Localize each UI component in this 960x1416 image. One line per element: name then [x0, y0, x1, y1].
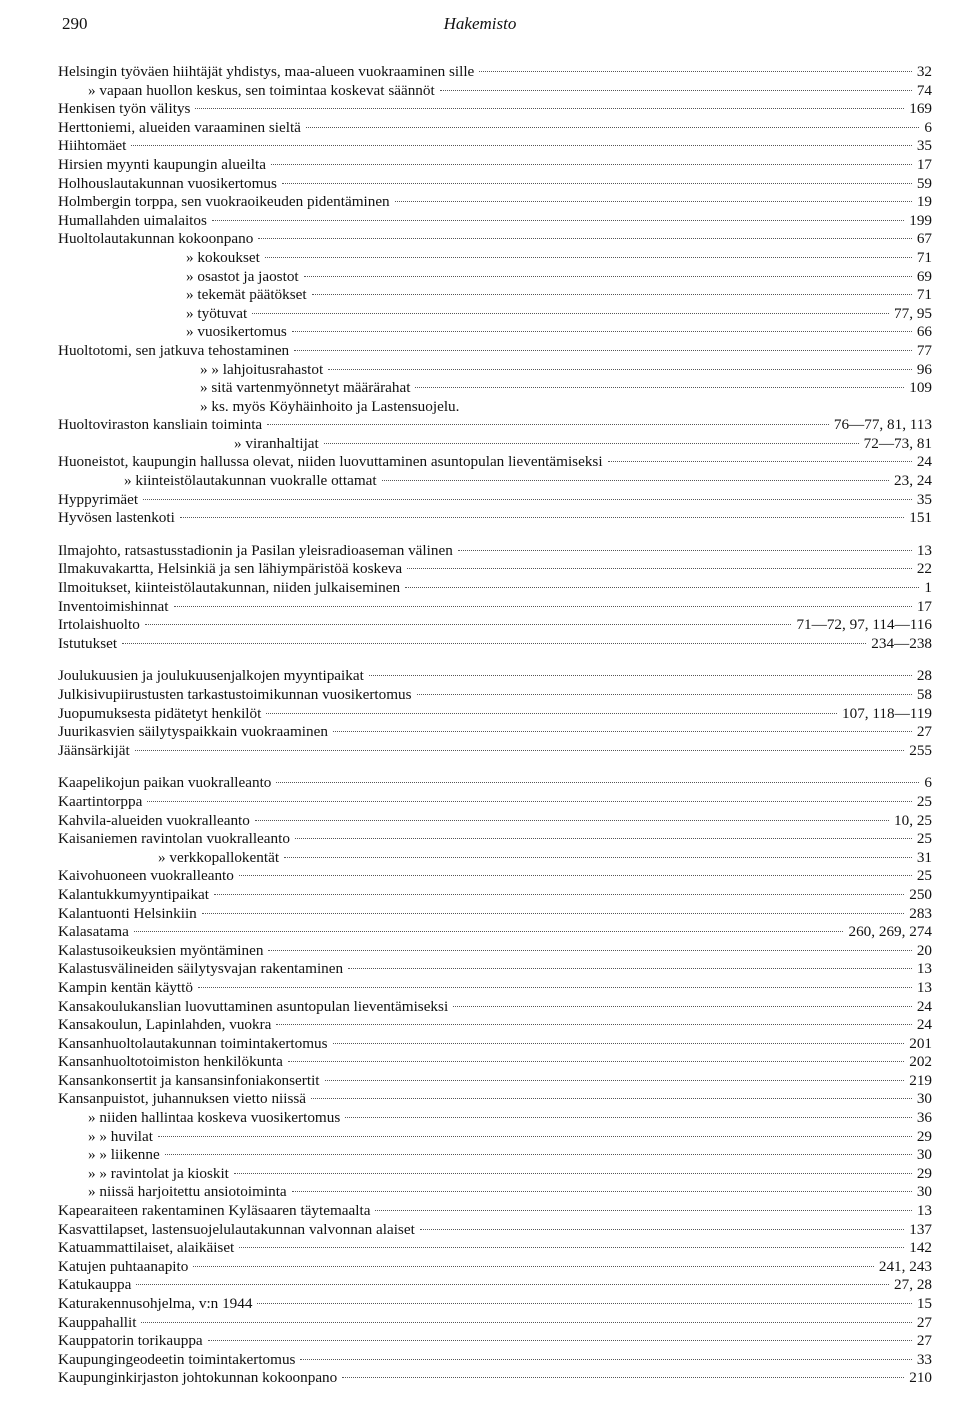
entry-pages: 10, 25: [894, 811, 932, 829]
entry-text: Holmbergin torppa, sen vuokraoikeuden pidentäminen: [58, 193, 390, 211]
dot-leader: [276, 1024, 911, 1025]
entry-pages: 24: [916, 1016, 932, 1034]
dot-leader: [239, 875, 912, 876]
index-entry: [58, 867, 932, 886]
index-entries: [58, 63, 932, 1388]
entry-pages: 13: [916, 960, 932, 978]
entry-pages: 22: [916, 560, 932, 578]
section-gap: [58, 528, 932, 542]
entry-pages: 59: [916, 174, 932, 192]
dot-leader: [276, 782, 919, 783]
entry-text: Huoltolautakunnan kokoonpano: [58, 230, 254, 248]
dot-leader: [147, 801, 911, 802]
index-entry: [58, 598, 932, 617]
entry-text: Huoltotomi, sen jatkuva tehostaminen: [58, 341, 290, 359]
index-entry: [58, 1295, 932, 1314]
page-title: Hakemisto: [443, 14, 517, 33]
entry-text: Irtolaishuolto: [58, 616, 140, 634]
entry-pages: 17: [916, 155, 932, 173]
index-entry: [58, 193, 932, 212]
entry-text: Huoltoviraston kansliain toiminta: [58, 416, 263, 434]
dot-leader: [198, 987, 912, 988]
index-entry: [58, 119, 932, 138]
entry-text: » niiden hallintaa koskeva vuosikertomus: [88, 1109, 341, 1127]
index-entry: [58, 830, 932, 849]
dot-leader: [415, 387, 904, 388]
entry-text: » » lahjoitusrahastot: [200, 360, 324, 378]
entry-text: Kalastusvälineiden säilytysvajan rakentaminen: [58, 960, 344, 978]
entry-text: Katukauppa: [58, 1276, 132, 1294]
entry-pages: 71: [916, 286, 932, 304]
entry-pages: 24: [916, 453, 932, 471]
entry-pages: 71—72, 97, 114—116: [796, 616, 932, 634]
entry-pages: 29: [916, 1127, 932, 1145]
index-entry: [58, 1016, 932, 1035]
index-entry: [58, 1202, 932, 1221]
index-entry: [58, 812, 932, 831]
index-entry: [58, 509, 932, 528]
index-entry: [58, 1128, 932, 1147]
index-entry: [58, 998, 932, 1017]
index-entry: [58, 960, 932, 979]
index-entry: [58, 175, 932, 194]
index-entry: [58, 453, 932, 472]
entry-text: » kiinteistölautakunnan vuokralle ottamat: [124, 472, 377, 490]
entry-pages: 23, 24: [894, 472, 932, 490]
index-entry: [58, 1239, 932, 1258]
entry-pages: 241, 243: [878, 1257, 932, 1275]
dot-leader: [257, 1303, 911, 1304]
entry-text: Kaapelikojun paikan vuokralleanto: [58, 774, 272, 792]
dot-leader: [252, 313, 889, 314]
dot-leader: [417, 694, 912, 695]
entry-text: Kansanpuistot, juhannuksen vietto niissä: [58, 1090, 307, 1108]
index-entry: [58, 305, 932, 324]
index-entry: [58, 686, 932, 705]
page-header: [62, 14, 898, 38]
index-entry: [58, 579, 932, 598]
dot-leader: [325, 1080, 905, 1081]
entry-pages: 1: [924, 579, 932, 597]
dot-leader: [271, 164, 912, 165]
dot-leader: [239, 1247, 904, 1248]
section-gap: [58, 760, 932, 774]
index-entry: [58, 905, 932, 924]
index-entry: [58, 635, 932, 654]
entry-text: Hirsien myynti kaupungin alueilta: [58, 155, 266, 173]
entry-pages: 33: [916, 1350, 932, 1368]
section-gap: [58, 653, 932, 667]
entry-pages: 107, 118—119: [842, 704, 932, 722]
page-number: 290: [62, 14, 88, 33]
entry-text: Katujen puhtaanapito: [58, 1257, 189, 1275]
entry-pages: 36: [916, 1109, 932, 1127]
index-entry: [58, 886, 932, 905]
index-entry: [58, 491, 932, 510]
entry-pages: 142: [909, 1239, 932, 1257]
dot-leader: [458, 550, 912, 551]
entry-text: » » liikenne: [88, 1146, 160, 1164]
dot-leader: [135, 750, 905, 751]
dot-leader: [295, 838, 912, 839]
entry-text: Kansankonsertit ja kansansinfoniakonsertit: [58, 1071, 320, 1089]
entry-pages: 27: [916, 723, 932, 741]
index-entry: [58, 230, 932, 249]
index-entry: [58, 923, 932, 942]
index-entry: [58, 268, 932, 287]
entry-text: Katuammattilaiset, alaikäiset: [58, 1239, 235, 1257]
index-entry: [58, 156, 932, 175]
dot-leader: [440, 90, 912, 91]
entry-text: Ilmakuvakartta, Helsinkiä ja sen lähiympäristöä koskeva: [58, 560, 403, 578]
entry-text: Inventoimishinnat: [58, 597, 169, 615]
dot-leader: [304, 276, 912, 277]
entry-pages: 58: [916, 686, 932, 703]
entry-pages: 35: [916, 137, 932, 155]
entry-text: Kasvattilapset, lastensuojelulautakunnan valvonnan alaiset: [58, 1220, 415, 1238]
entry-text: » ks. myös Köyhäinhoito ja Lastensuojelu.: [200, 397, 460, 415]
dot-leader: [405, 587, 919, 588]
index-entry: [58, 1183, 932, 1202]
entry-pages: 20: [916, 941, 932, 959]
entry-pages: 71: [916, 248, 932, 266]
entry-text: Hyvösen lastenkoti: [58, 509, 175, 527]
entry-text: Kaartintorppa: [58, 792, 143, 810]
entry-pages: 29: [916, 1164, 932, 1182]
entry-pages: 169: [909, 100, 932, 118]
entry-pages: 27, 28: [894, 1276, 932, 1294]
entry-text: Kalastusoikeuksien myöntäminen: [58, 941, 264, 959]
dot-leader: [165, 1154, 912, 1155]
entry-text: Juopumuksesta pidätetyt henkilöt: [58, 704, 262, 722]
entry-pages: 6: [924, 118, 932, 136]
entry-pages: 35: [916, 490, 932, 508]
dot-leader: [265, 257, 912, 258]
entry-text: Kalasatama: [58, 923, 129, 941]
entry-pages: 201: [909, 1034, 932, 1052]
index-entry: [58, 616, 932, 635]
dot-leader: [208, 1340, 912, 1341]
index-entry: [58, 286, 932, 305]
entry-pages: 202: [909, 1053, 932, 1071]
dot-leader: [193, 1266, 874, 1267]
entry-pages: 260, 269, 274: [848, 923, 932, 941]
dot-leader: [312, 294, 912, 295]
index-entry: [58, 1276, 932, 1295]
entry-pages: 74: [916, 81, 932, 99]
dot-leader: [136, 1284, 889, 1285]
index-entry: [58, 1221, 932, 1240]
entry-text: Juurikasvien säilytyspaikkain vuokraaminen: [58, 723, 328, 741]
index-entry: [58, 793, 932, 812]
entry-text: Jäänsärkijät: [58, 741, 130, 759]
dot-leader: [268, 950, 911, 951]
index-entry: [58, 361, 932, 380]
entry-text: Katurakennusohjelma, v:n 1944: [58, 1295, 253, 1312]
entry-text: Julkisivupiirustusten tarkastustoimikunnan vuosikertomus: [58, 686, 412, 703]
entry-pages: 28: [916, 667, 932, 685]
dot-leader: [311, 1098, 912, 1099]
entry-text: Istutukset: [58, 634, 118, 652]
dot-leader: [212, 220, 904, 221]
index-entry: [58, 472, 932, 491]
dot-leader: [234, 1173, 912, 1174]
entry-pages: 76—77, 81, 113: [833, 416, 932, 434]
entry-pages: 234—238: [871, 634, 932, 652]
index-entry: [58, 416, 932, 435]
entry-text: Kaisaniemen ravintolan vuokralleanto: [58, 830, 290, 848]
entry-text: Hyppyrimäet: [58, 490, 139, 508]
index-entry: [58, 1369, 932, 1388]
dot-leader: [306, 127, 920, 128]
entry-text: » tekemät päätökset: [186, 286, 307, 304]
dot-leader: [333, 1043, 905, 1044]
entry-pages: 109: [909, 379, 932, 397]
index-entry: [58, 82, 932, 101]
entry-text: Kalantukkumyyntipaikat: [58, 885, 209, 903]
dot-leader: [345, 1117, 912, 1118]
entry-text: Kansanhuoltotoimiston henkilökunta: [58, 1053, 283, 1071]
entry-pages: 25: [916, 792, 932, 810]
entry-text: » vuosikertomus: [186, 323, 287, 341]
index-entry: [58, 542, 932, 561]
index-entry: [58, 63, 932, 82]
entry-text: » osastot ja jaostot: [186, 267, 299, 285]
dot-leader: [348, 968, 912, 969]
index-entry: [58, 849, 932, 868]
entry-text: Kaupungingeodeetin toimintakertomus: [58, 1350, 296, 1368]
entry-text: Herttoniemi, alueiden varaaminen sieltä: [58, 118, 301, 136]
entry-pages: 17: [916, 597, 932, 615]
index-entry: [58, 1146, 932, 1165]
dot-leader: [407, 568, 912, 569]
entry-text: Ilmajohto, ratsastusstadionin ja Pasilan yleisradioaseman välinen: [58, 541, 453, 559]
dot-leader: [158, 1136, 912, 1137]
entry-pages: 250: [909, 885, 932, 903]
entry-pages: 19: [916, 193, 932, 211]
dot-leader: [258, 238, 912, 239]
dot-leader: [134, 931, 844, 932]
entry-pages: 66: [916, 323, 932, 341]
entry-text: Kahvila-alueiden vuokralleanto: [58, 811, 250, 829]
index-entry: [58, 1072, 932, 1091]
dot-leader: [282, 183, 912, 184]
entry-pages: 219: [909, 1071, 932, 1089]
entry-text: Huoneistot, kaupungin hallussa olevat, niiden luovuttaminen asuntopulan lieventämiseksi: [58, 453, 603, 471]
entry-text: Kauppatorin torikauppa: [58, 1332, 203, 1350]
index-entry: [58, 323, 932, 342]
dot-leader: [479, 71, 912, 72]
entry-text: » niissä harjoitettu ansiotoiminta: [88, 1183, 287, 1201]
entry-pages: 13: [916, 541, 932, 559]
index-entry: [58, 742, 932, 761]
entry-pages: 69: [916, 267, 932, 285]
index-entry: [58, 342, 932, 361]
dot-leader: [292, 331, 912, 332]
index-entry: [58, 249, 932, 268]
entry-text: » » ravintolat ja kioskit: [88, 1164, 229, 1182]
index-entry: [58, 774, 932, 793]
dot-leader: [453, 1006, 912, 1007]
entry-text: » vapaan huollon keskus, sen toimintaa koskevat säännöt: [88, 81, 435, 99]
entry-text: » sitä vartenmyönnetyt määrärahat: [200, 379, 411, 397]
dot-leader: [266, 713, 837, 714]
dot-leader: [300, 1359, 911, 1360]
entry-pages: 13: [916, 1202, 932, 1220]
entry-text: Kansakoulukanslian luovuttaminen asuntopulan lieventämiseksi: [58, 997, 449, 1015]
dot-leader: [143, 499, 912, 500]
entry-text: Kapearaiteen rakentaminen Kyläsaaren täytemaalta: [58, 1202, 371, 1220]
index-entry: [58, 1314, 932, 1333]
entry-text: » työtuvat: [186, 304, 248, 322]
dot-leader: [202, 913, 904, 914]
entry-pages: 151: [909, 509, 932, 527]
entry-pages: 210: [909, 1369, 932, 1387]
dot-leader: [395, 201, 912, 202]
entry-pages: 27: [916, 1313, 932, 1331]
entry-pages: 283: [909, 904, 932, 922]
index-entry: [58, 1090, 932, 1109]
entry-text: Kaivohuoneen vuokralleanto: [58, 867, 234, 885]
dot-leader: [369, 675, 912, 676]
index-entry: [58, 1351, 932, 1370]
entry-pages: 25: [916, 867, 932, 885]
dot-leader: [375, 1210, 911, 1211]
dot-leader: [292, 1191, 912, 1192]
entry-pages: 72—73, 81: [863, 434, 932, 452]
entry-text: Humallahden uimalaitos: [58, 211, 207, 229]
index-entry: [58, 398, 932, 417]
entry-pages: 30: [916, 1183, 932, 1201]
index-entry: [58, 942, 932, 961]
entry-pages: 137: [909, 1220, 932, 1238]
entry-pages: 96: [916, 360, 932, 378]
index-entry: [58, 1053, 932, 1072]
dot-leader: [608, 461, 912, 462]
index-entry: [58, 1109, 932, 1128]
index-entry: [58, 1258, 932, 1277]
entry-text: » kokoukset: [186, 248, 260, 266]
dot-leader: [131, 145, 911, 146]
dot-leader: [214, 894, 904, 895]
dot-leader: [342, 1377, 904, 1378]
index-entry: [58, 979, 932, 998]
dot-leader: [294, 350, 912, 351]
entry-text: Henkisen työn välitys: [58, 100, 191, 118]
dot-leader: [267, 424, 829, 425]
entry-text: Ilmoitukset, kiinteistölautakunnan, niiden julkaiseminen: [58, 579, 401, 597]
entry-text: » verkkopallokentät: [158, 848, 280, 866]
entry-pages: 199: [909, 211, 932, 229]
entry-pages: 255: [909, 741, 932, 759]
entry-pages: 25: [916, 830, 932, 848]
entry-text: » viranhaltijat: [234, 434, 319, 452]
dot-leader: [288, 1061, 904, 1062]
entry-pages: 27: [916, 1332, 932, 1350]
dot-leader: [195, 108, 904, 109]
dot-leader: [174, 606, 912, 607]
dot-leader: [328, 369, 912, 370]
dot-leader: [284, 857, 912, 858]
entry-pages: 24: [916, 997, 932, 1015]
entry-text: Holhouslautakunnan vuosikertomus: [58, 174, 277, 192]
entry-text: Kaupunginkirjaston johtokunnan kokoonpano: [58, 1369, 338, 1387]
dot-leader: [180, 517, 904, 518]
entry-pages: 30: [916, 1090, 932, 1108]
entry-pages: 77: [916, 341, 932, 359]
entry-pages: 6: [924, 774, 932, 792]
index-entry: [58, 212, 932, 231]
dot-leader: [141, 1322, 911, 1323]
dot-leader: [324, 443, 859, 444]
index-entry: [58, 1165, 932, 1184]
index-entry: [58, 667, 932, 686]
index-entry: [58, 1035, 932, 1054]
entry-text: » » huvilat: [88, 1127, 153, 1145]
entry-text: Joulukuusien ja joulukuusenjalkojen myyntipaikat: [58, 667, 364, 685]
dot-leader: [255, 820, 889, 821]
index-entry: [58, 379, 932, 398]
dot-leader: [145, 624, 792, 625]
entry-text: Kansanhuoltolautakunnan toimintakertomus: [58, 1034, 328, 1052]
entry-text: Helsingin työväen hiihtäjät yhdistys, maa-alueen vuokraaminen sille: [58, 63, 475, 80]
index-entry: [58, 1332, 932, 1351]
index-entry: [58, 560, 932, 579]
entry-text: Kansakoulun, Lapinlahden, vuokra: [58, 1016, 272, 1034]
entry-text: Hiihtomäet: [58, 137, 127, 155]
index-entry: [58, 723, 932, 742]
dot-leader: [420, 1229, 904, 1230]
entry-text: Kampin kentän käyttö: [58, 978, 193, 996]
entry-pages: 67: [916, 230, 932, 248]
entry-text: Kalantuonti Helsinkiin: [58, 904, 197, 922]
entry-pages: 32: [916, 63, 932, 80]
dot-leader: [122, 643, 866, 644]
entry-pages: 13: [916, 978, 932, 996]
index-entry: [58, 705, 932, 724]
entry-text: Kauppahallit: [58, 1313, 137, 1331]
entry-pages: 77, 95: [894, 304, 932, 322]
index-entry: [58, 100, 932, 119]
entry-pages: 15: [916, 1295, 932, 1312]
dot-leader: [333, 731, 912, 732]
index-entry: [58, 435, 932, 454]
entry-pages: 31: [916, 848, 932, 866]
dot-leader: [382, 480, 889, 481]
entry-pages: 30: [916, 1146, 932, 1164]
index-entry: [58, 137, 932, 156]
